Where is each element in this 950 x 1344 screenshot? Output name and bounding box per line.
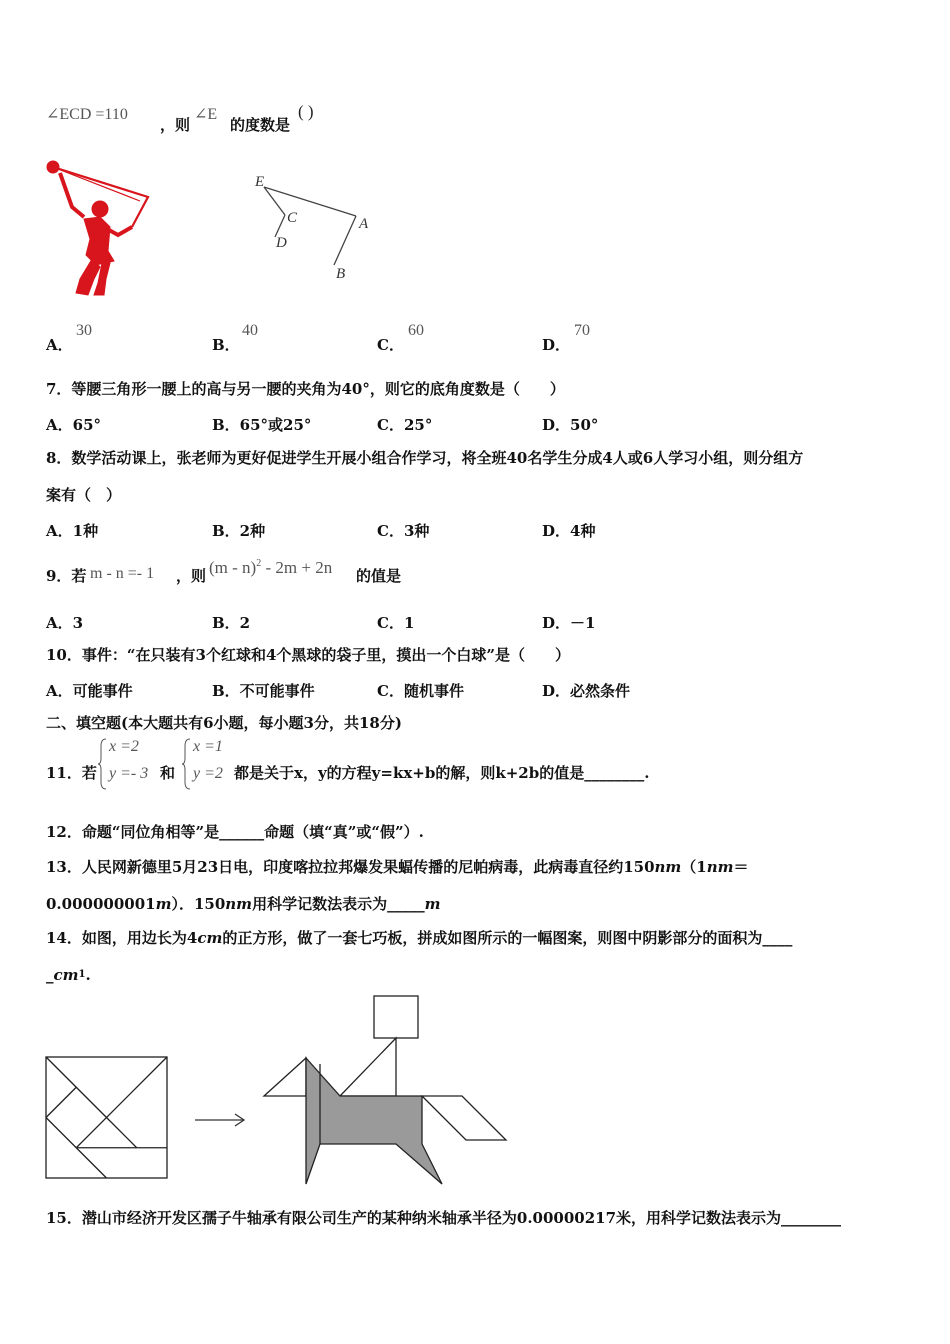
q6-option-a-value: 30: [76, 322, 92, 339]
q6-option-b-letter[interactable]: B．: [212, 336, 240, 354]
q8-stem-line2: 案有（ ）: [46, 486, 122, 504]
q10-option-b[interactable]: B．不可能事件: [212, 682, 315, 700]
q6-answer-paren: ( ): [298, 102, 314, 121]
q9-suffix: 的值是: [356, 567, 402, 585]
q14-unit-cm: cm: [197, 929, 223, 947]
q13-unit-m-2: m: [424, 895, 441, 913]
dancer-left-arm: [60, 173, 84, 217]
q14-line2-a: _: [46, 966, 54, 984]
q9-option-d[interactable]: D．－1: [542, 614, 596, 632]
q6-option-d-letter[interactable]: D．: [542, 336, 571, 354]
arrow-icon: [195, 1112, 247, 1128]
q14-line1-a: 14．如图，用边长为4: [46, 929, 198, 947]
q7-option-b[interactable]: B．65°或25°: [212, 416, 312, 434]
q6-text-then: ，则: [160, 116, 191, 134]
q9-expr-rest: - 2m + 2n: [261, 558, 333, 577]
q11-system2-eq1: x =1: [193, 738, 223, 755]
q9-option-b[interactable]: B．2: [212, 614, 251, 632]
q9-expr-base: (m - n): [209, 558, 257, 577]
q14-line2: [46, 966, 91, 984]
q7-option-d[interactable]: D．50°: [542, 416, 599, 434]
q6-angle-e: ∠E: [194, 106, 218, 123]
q8-option-c[interactable]: C．3种: [377, 522, 430, 540]
q13-unit-m-1: m: [155, 895, 172, 913]
q6-text-degree: 的度数是: [230, 116, 291, 134]
segment-cd: [275, 215, 285, 237]
q7-option-c[interactable]: C．25°: [377, 416, 433, 434]
q14-line1: [46, 929, 792, 947]
q13-line2-c: 用科学记数法表示为_____: [252, 895, 425, 913]
q13-line1-a: 13．人民网新德里5月23日电，印度喀拉拉邦爆发果蝠传播的尼帕病毒，此病毒直径约150: [46, 858, 655, 876]
section-2-title: 二、填空题(本大题共有6小题，每小题3分，共18分): [46, 714, 402, 732]
dancer-head: [92, 201, 108, 217]
q11-brace-2: [182, 738, 192, 790]
dancer-figure: [40, 155, 160, 305]
q13-unit-nm-3: nm: [225, 895, 253, 913]
q7-option-a[interactable]: A．65°: [46, 416, 102, 434]
q13-unit-nm-1: nm: [654, 858, 682, 876]
dancer-body: [84, 217, 114, 265]
q8-option-d[interactable]: D．4种: [542, 522, 596, 540]
q14-line2-b: .: [85, 966, 91, 984]
q6-option-a-letter[interactable]: A．: [46, 336, 73, 354]
q9-expr-exponent: 2: [256, 558, 262, 569]
q13-line2-a: 0.000000001: [46, 895, 156, 913]
q13-line1-c: ＝: [733, 858, 749, 876]
q8-option-a[interactable]: A．1种: [46, 522, 99, 540]
q9-option-a[interactable]: A．3: [46, 614, 84, 632]
q7-stem: 7．等腰三角形一腰上的高与另一腰的夹角为40°，则它的底角度数是（ ）: [46, 380, 565, 398]
label-a: A: [359, 216, 369, 232]
q6-option-b-value: 40: [242, 322, 258, 339]
q13-unit-nm-2: nm: [706, 858, 734, 876]
q10-option-a[interactable]: A．可能事件: [46, 682, 133, 700]
q14-line1-b: 的正方形，做了一套七巧板，拼成如图所示的一幅图案，则图中阴影部分的面积为____: [222, 929, 793, 947]
label-b: B: [336, 266, 346, 282]
q14-sup: 1: [78, 969, 86, 980]
leg-parallelogram: [422, 1096, 506, 1140]
q11-brace-1: [98, 738, 108, 790]
q9-then: ，则: [176, 567, 207, 585]
q6-option-c-letter[interactable]: C．: [377, 336, 404, 354]
tail-triangle: [264, 1058, 306, 1096]
q6-option-c-value: 60: [408, 322, 424, 339]
q8-option-b[interactable]: B．2种: [212, 522, 266, 540]
q11-and: 和: [160, 764, 176, 782]
q12-stem: 12．命题“同位角相等”是______命题（填“真”或“假”）.: [46, 823, 424, 841]
label-c: C: [287, 210, 298, 226]
q9-option-c[interactable]: C．1: [377, 614, 415, 632]
q6-option-d-value: 70: [574, 322, 590, 339]
q13-line2-b: ）．150: [171, 895, 226, 913]
q10-option-c[interactable]: C．随机事件: [377, 682, 464, 700]
segment-ea: [264, 187, 356, 216]
q10-stem: 10．事件：“在只装有3个红球和4个黑球的袋子里，摸出一个白球”是（ ）: [46, 646, 571, 664]
q11-prefix: 11．若: [46, 764, 97, 782]
neck-triangle: [340, 1038, 396, 1096]
q11-system1-eq2: y =- 3: [109, 765, 149, 782]
q6-angle-ecd: ∠ECD =110: [46, 106, 128, 123]
q9-prefix: 9．若: [46, 567, 87, 585]
q13-line1-b: （1: [681, 858, 707, 876]
q11-system2-eq2: y =2: [193, 765, 223, 782]
q9-expression: [209, 558, 332, 578]
tangram-animal-figure: [262, 994, 510, 1190]
q8-stem-line1: 8．数学活动课上，张老师为更好促进学生开展小组合作学习，将全班40名学生分成4人或6人学习小组，则分组方: [46, 449, 804, 467]
q14-unit-cm-2: cm: [53, 966, 79, 984]
q10-option-d[interactable]: D．必然条件: [542, 682, 631, 700]
segment-ab: [334, 216, 356, 265]
angle-figure: [240, 165, 390, 290]
q11-system1-eq1: x =2: [109, 738, 139, 755]
segment-ec: [264, 187, 285, 215]
head-square: [374, 996, 418, 1038]
q9-condition: m - n =- 1: [90, 565, 155, 582]
label-d: D: [276, 235, 287, 251]
q15-stem: 15．潜山市经济开发区孺子牛轴承有限公司生产的某种纳米轴承半径为0.00000217米，用科学记数法表示为________: [46, 1209, 842, 1227]
q11-suffix: 都是关于x，y的方程y=kx+b的解，则k+2b的值是________.: [234, 764, 650, 782]
tangram-square-figure: [46, 1057, 167, 1178]
q13-line2: [46, 895, 440, 913]
label-e: E: [255, 174, 265, 190]
q13-line1: [46, 858, 749, 876]
